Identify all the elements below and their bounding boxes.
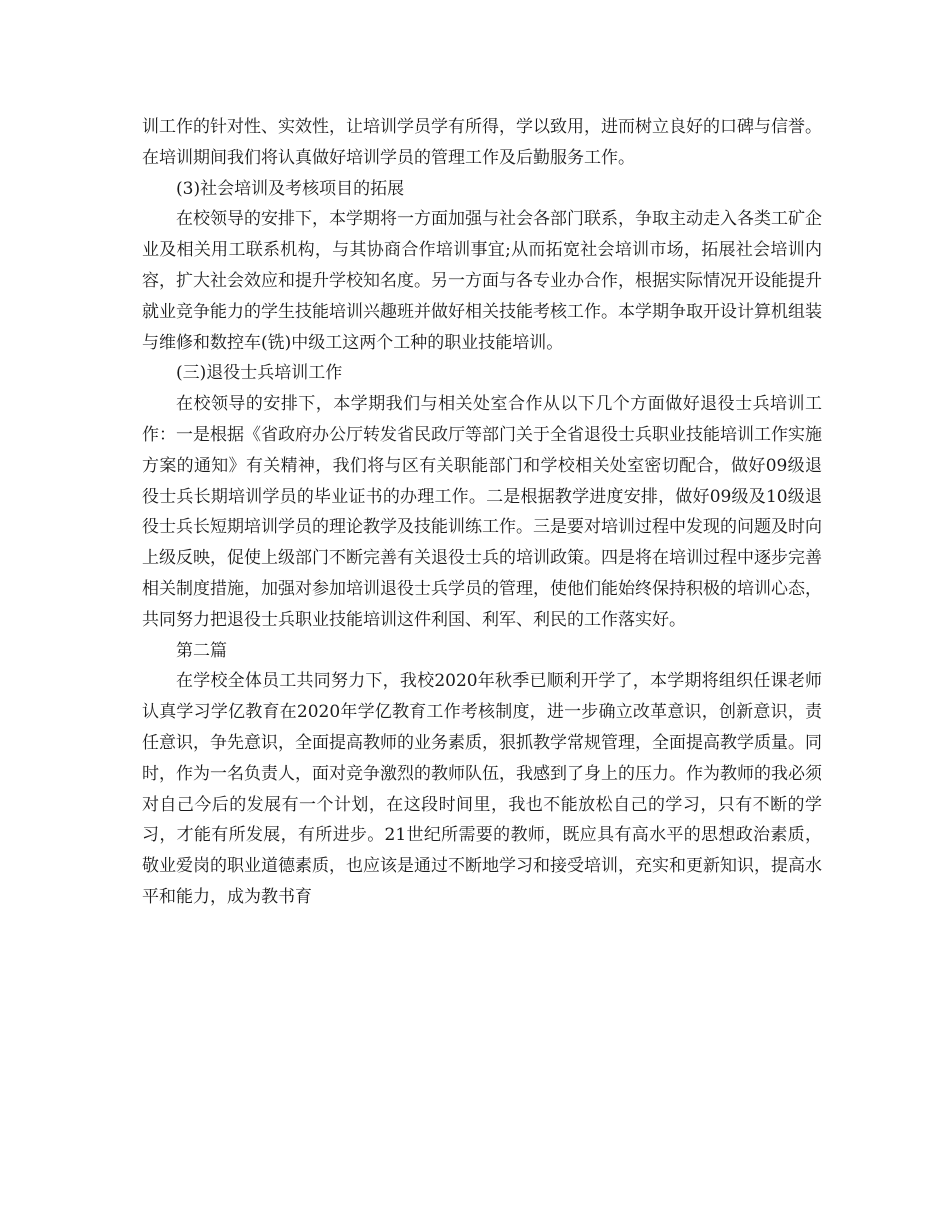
paragraph-part-two: 在学校全体员工共同努力下，我校2020年秋季已顺利开学了，本学期将组织任课老师认真学习学亿教育在2020年学亿教育工作考核制度，进一步确立改革意识，创新意识，责任意识，争先意识，全面提高教师的业务素质，狠抓教学常规管理，全面提高教学质量。同时，作为一名负责人，面对竞争激烈的教师队伍，我感到了身上的压力。作为教师的我必须对自己今后的发展有一个计划，在这段时间里，我也不能放松自己的学习，只有不断的学习，才能有所发展，有所进步。21世纪所需要的教师，既应具有高水平的思想政治素质，敬业爱岗的职业道德素质，也应该是通过不断地学习和接受培训，充实和更新知识，提高水平和能力，成为教书育 <box>142 671 822 907</box>
section-heading-part-two: 第二篇 <box>176 640 227 661</box>
section-heading-veteran-training: (三)退役士兵培训工作 <box>176 363 343 384</box>
paragraph-social-training: 在校领导的安排下，本学期将一方面加强与社会各部门联系，争取主动走入各类工矿企业及相关用工联系机构，与其协商合作培训事宜;从而拓宽社会培训市场，拓展社会培训内容，扩大社会效应和提升学校知名度。另一方面与各专业办合作，根据实际情况开设能提升就业竞争能力的学生技能培训兴趣班并做好相关技能考核工作。本学期争取开设计算机组装与维修和数控车(铣)中级工这两个工种的职业技能培训。 <box>142 209 822 353</box>
document-page <box>142 112 822 913</box>
section-heading-social-training: (3)社会培训及考核项目的拓展 <box>176 178 405 199</box>
paragraph-continuation: 训工作的针对性、实效性，让培训学员学有所得，学以致用，进而树立良好的口碑与信誉。在培训期间我们将认真做好培训学员的管理工作及后勤服务工作。 <box>142 117 822 168</box>
paragraph-veteran-training: 在校领导的安排下，本学期我们与相关处室合作从以下几个方面做好退役士兵培训工作：一是根据《省政府办公厅转发省民政厅等部门关于全省退役士兵职业技能培训工作实施方案的通知》有关精神，我们将与区有关职能部门和学校相关处室密切配合，做好09级退役士兵长期培训学员的毕业证书的办理工作。二是根据教学进度安排，做好09级及10级退役士兵长短期培训学员的理论教学及技能训练工作。三是要对培训过程中发现的问题及时向上级反映，促使上级部门不断完善有关退役士兵的培训政策。四是将在培训过程中逐步完善相关制度措施，加强对参加培训退役士兵学员的管理，使他们能始终保持积极的培训心态，共同努力把退役士兵职业技能培训这件利国、利军、利民的工作落实好。 <box>142 394 822 630</box>
